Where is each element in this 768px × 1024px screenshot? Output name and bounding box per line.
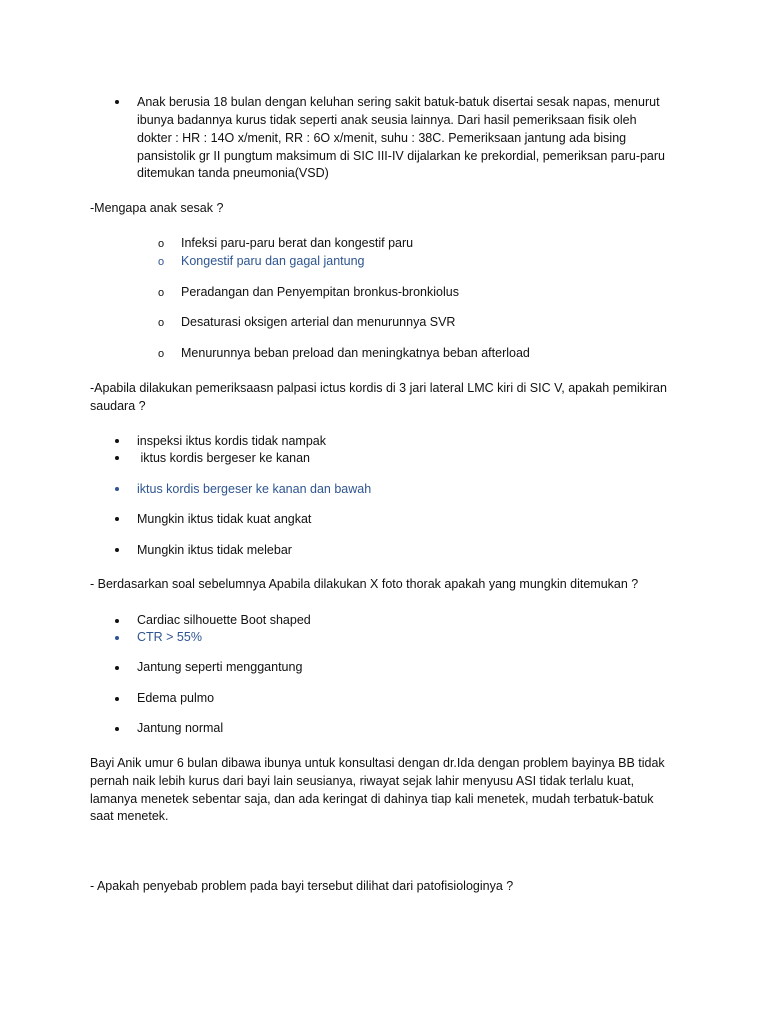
case2-line: lamanya menetek sebentar saja, dan ada keringat di dahinya tiap kali menetek, mudah terbatuk-batuk [90, 792, 654, 806]
q1-option-highlight: Kongestif paru dan gagal jantung [181, 254, 365, 268]
case2-line: Bayi Anik umur 6 bulan dibawa ibunya untuk konsultasi dengan dr.Ida dengan problem bayinya BB tidak [90, 756, 665, 770]
q3-option: Edema pulmo [137, 691, 215, 705]
q3-option: Cardiac silhouette Boot shaped [137, 613, 311, 627]
q3-bullet [115, 697, 119, 701]
q2-option: Mungkin iktus tidak kuat angkat [137, 512, 312, 526]
case1-line: Anak berusia 18 bulan dengan keluhan sering sakit batuk-batuk disertai sesak napas, menurut [137, 95, 660, 109]
q2-bullet [115, 456, 119, 460]
q2-question: -Apabila dilakukan pemeriksaasn palpasi ictus kordis di 3 jari lateral LMC kiri di SIC V, apakah pemikiran [90, 381, 667, 395]
q1-option: Menurunnya beban preload dan meningkatnya beban afterload [181, 346, 530, 360]
q1-option: Peradangan dan Penyempitan bronkus-bronkiolus [181, 285, 459, 299]
q1-marker: o [158, 348, 165, 360]
q2-bullet [115, 487, 119, 491]
q2-option: Mungkin iktus tidak melebar [137, 543, 292, 557]
q2-option-highlight: iktus kordis bergeser ke kanan dan bawah [137, 482, 372, 496]
case1-line: ditemukan tanda pneumonia(VSD) [137, 166, 329, 180]
q1-option: Infeksi paru-paru berat dan kongestif paru [181, 236, 414, 250]
q3-bullet [115, 727, 119, 731]
q2-bullet [115, 439, 119, 443]
q3-option: Jantung seperti menggantung [137, 660, 303, 674]
case1-line: pansistolik gr II pungtum maksimum di SIC III-IV dijalarkan ke prekordial, pemeriksan paru-paru [137, 149, 665, 163]
case1-bullet [115, 100, 119, 104]
q3-bullet [115, 666, 119, 670]
q4-question: - Apakah penyebab problem pada bayi tersebut dilihat dari patofisiologinya ? [90, 879, 514, 893]
q3-option-highlight: CTR > 55% [137, 630, 202, 644]
q1-question: -Mengapa anak sesak ? [90, 201, 224, 215]
q2-question: saudara ? [90, 399, 146, 413]
q1-marker: o [158, 238, 165, 250]
q1-marker: o [158, 287, 165, 299]
case1-line: dokter : HR : 14O x/menit, RR : 6O x/menit, suhu : 38C. Pemeriksaan jantung ada bising [137, 131, 627, 145]
case2-line: pernah naik lebih kurus dari bayi lain seusianya, riwayat sejak lahir menyusu ASI tidak terlalu kuat, [90, 774, 635, 788]
q3-bullet [115, 619, 119, 623]
q2-option: iktus kordis bergeser ke kanan [137, 451, 311, 465]
q3-bullet [115, 636, 119, 640]
q1-marker: o [158, 317, 165, 329]
q1-option: Desaturasi oksigen arterial dan menurunnya SVR [181, 315, 456, 329]
q1-marker: o [158, 256, 165, 268]
case2-line: saat menetek. [90, 809, 169, 823]
q2-bullet [115, 517, 119, 521]
q3-option: Jantung normal [137, 721, 224, 735]
q3-question: - Berdasarkan soal sebelumnya Apabila dilakukan X foto thorak apakah yang mungkin ditemukan ? [90, 577, 639, 591]
q2-bullet [115, 548, 119, 552]
case1-line: ibunya badannya kurus tidak seperti anak seusia lainnya. Dari hasil pemeriksaan fisik oleh [137, 113, 637, 127]
q2-option: inspeksi iktus kordis tidak nampak [137, 434, 326, 448]
